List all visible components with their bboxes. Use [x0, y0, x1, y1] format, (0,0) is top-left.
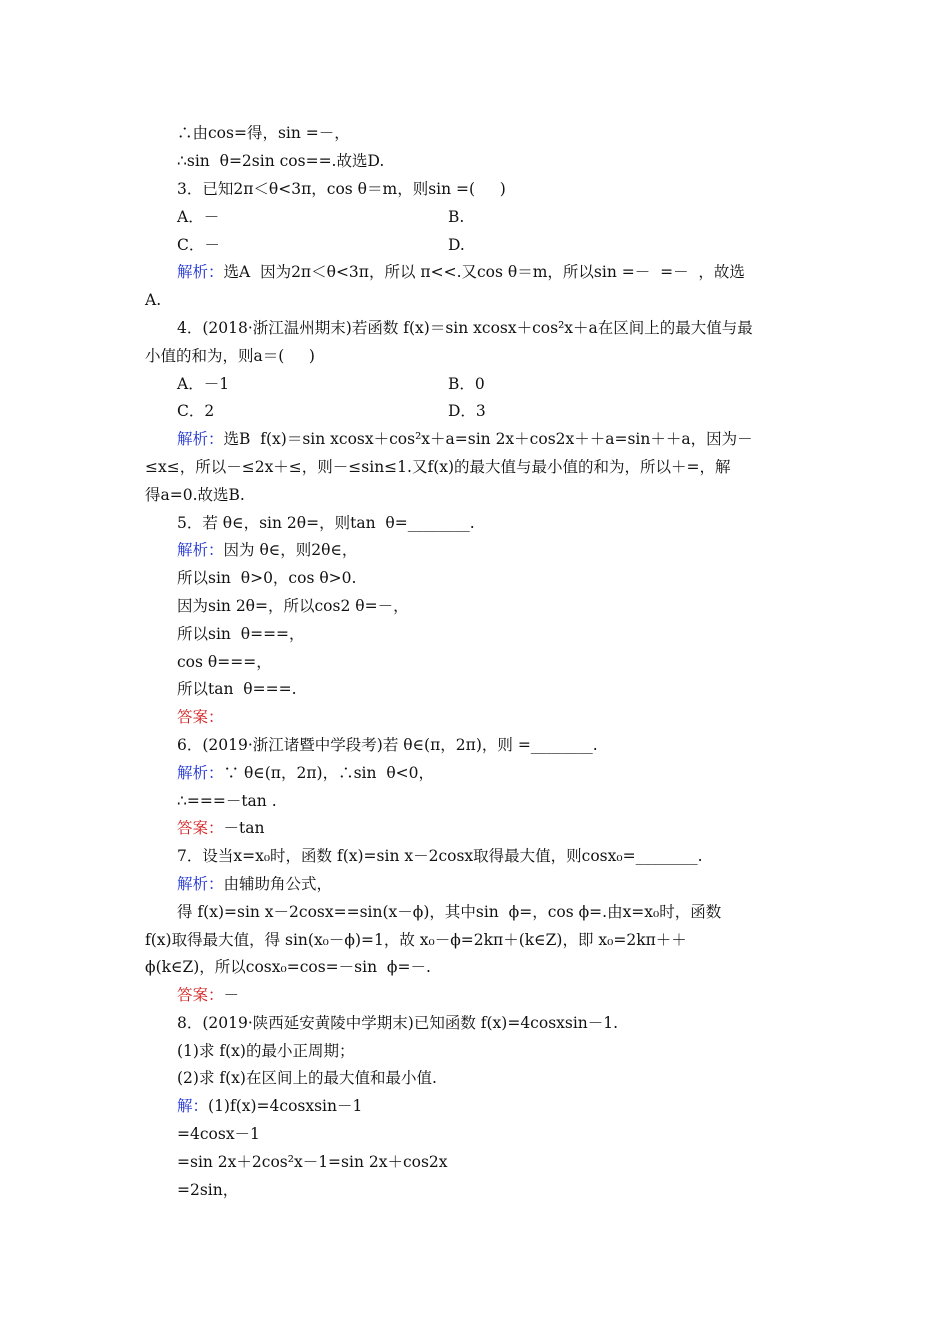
text-line: 得 f(x)=sin x－2cosx==sin(x－ϕ)，其中sin ϕ=，cos ϕ=.由x=x₀时，函数	[177, 903, 722, 921]
question-8: 8．(2019·陕西延安黄陵中学期末)已知函数 f(x)=4cosxsin－1.	[177, 1014, 619, 1032]
text-line: A.	[145, 291, 162, 309]
text-line: 因为sin 2θ=，所以cos2 θ=－，	[177, 597, 409, 615]
text-line: ϕ(k∈Z)，所以cosx₀=cos=－sin ϕ=－.	[145, 958, 431, 976]
solution-5: 解析：因为 θ∈，则2θ∈，	[177, 541, 358, 559]
option-b: B．0	[448, 375, 485, 393]
solution-label: 解：	[177, 1097, 209, 1115]
option-d: D.	[448, 236, 465, 254]
option-b: B.	[448, 208, 465, 226]
text-line: 得a=0.故选B.	[145, 486, 245, 504]
answer-5	[177, 707, 224, 727]
solution-label: 解析：	[177, 541, 224, 559]
answer-label: 答案：	[177, 819, 224, 837]
question-5: 5．若 θ∈，sin 2θ=，则tan θ=________.	[177, 514, 475, 532]
text-line: 小值的和为，则a＝( )	[145, 347, 315, 365]
text-line: 所以tan θ===.	[177, 680, 297, 698]
solution-3: 解析：选A 因为2π＜θ<3π，所以 π<<.又cos θ＝m，所以sin =－ =－ ，故选	[177, 263, 745, 281]
solution-label: 解析：	[177, 875, 224, 893]
text-line: ≤x≤，所以－≤2x＋≤，则－≤sin≤1.又f(x)的最大值与最小值的和为，所以＋=，解	[145, 458, 731, 476]
solution-7: 解析：由辅助角公式，	[177, 875, 333, 893]
text-line: =2sin，	[177, 1181, 239, 1199]
option-d: D．3	[448, 402, 486, 420]
text-line: =4cosx－1	[177, 1125, 260, 1143]
text-line: f(x)取得最大值，得 sin(x₀－ϕ)=1，故 x₀－ϕ=2kπ＋(k∈Z)，即 x₀=2kπ＋＋	[145, 931, 687, 949]
text-line: =sin 2x＋2cos²x－1=sin 2x＋cos2x	[177, 1153, 448, 1171]
solution-label: 解析：	[177, 263, 224, 281]
question-6: 6．(2019·浙江诸暨中学段考)若 θ∈(π，2π)，则 =________.	[177, 736, 598, 754]
solution-label: 解析：	[177, 764, 224, 782]
text-line: 所以sin θ===，	[177, 625, 305, 643]
text-line: cos θ===，	[177, 653, 272, 671]
answer-7: 答案：－	[177, 986, 240, 1004]
text-line: (2)求 f(x)在区间上的最大值和最小值.	[177, 1069, 437, 1087]
text-line: 所以sin θ>0，cos θ>0.	[177, 569, 357, 587]
solution-label: 解析：	[177, 430, 224, 448]
text-line: (1)求 f(x)的最小正周期；	[177, 1042, 355, 1060]
text-line: ∴sin θ=2sin cos==.故选D.	[177, 152, 385, 170]
answer-label: 答案：	[177, 708, 224, 726]
text-line: ∴===－tan .	[177, 792, 277, 810]
text-line: ∴由cos=得，sin =－，	[177, 124, 350, 142]
question-3: 3．已知2π＜θ<3π，cos θ＝m，则sin =( )	[177, 180, 506, 198]
answer-label: 答案：	[177, 986, 224, 1004]
option-c: C．2	[177, 402, 215, 420]
solution-6: 解析：∵ θ∈(π，2π)，∴sin θ<0，	[177, 764, 435, 782]
solution-4: 解析：选B f(x)＝sin xcosx＋cos²x＋a=sin 2x＋cos2x＋＋a=sin＋＋a，因为－	[177, 430, 753, 448]
question-7: 7．设当x=x₀时，函数 f(x)=sin x－2cosx取得最大值，则cosx₀=________.	[177, 847, 703, 865]
answer-6: 答案：－tan	[177, 819, 265, 837]
question-4: 4．(2018·浙江温州期末)若函数 f(x)＝sin xcosx＋cos²x＋a在区间上的最大值与最	[177, 319, 753, 337]
solution-8: 解：(1)f(x)=4cosxsin－1	[177, 1097, 363, 1115]
option-a: A．－	[177, 208, 220, 226]
option-c: C．－	[177, 236, 220, 254]
option-a: A．－1	[177, 375, 230, 393]
